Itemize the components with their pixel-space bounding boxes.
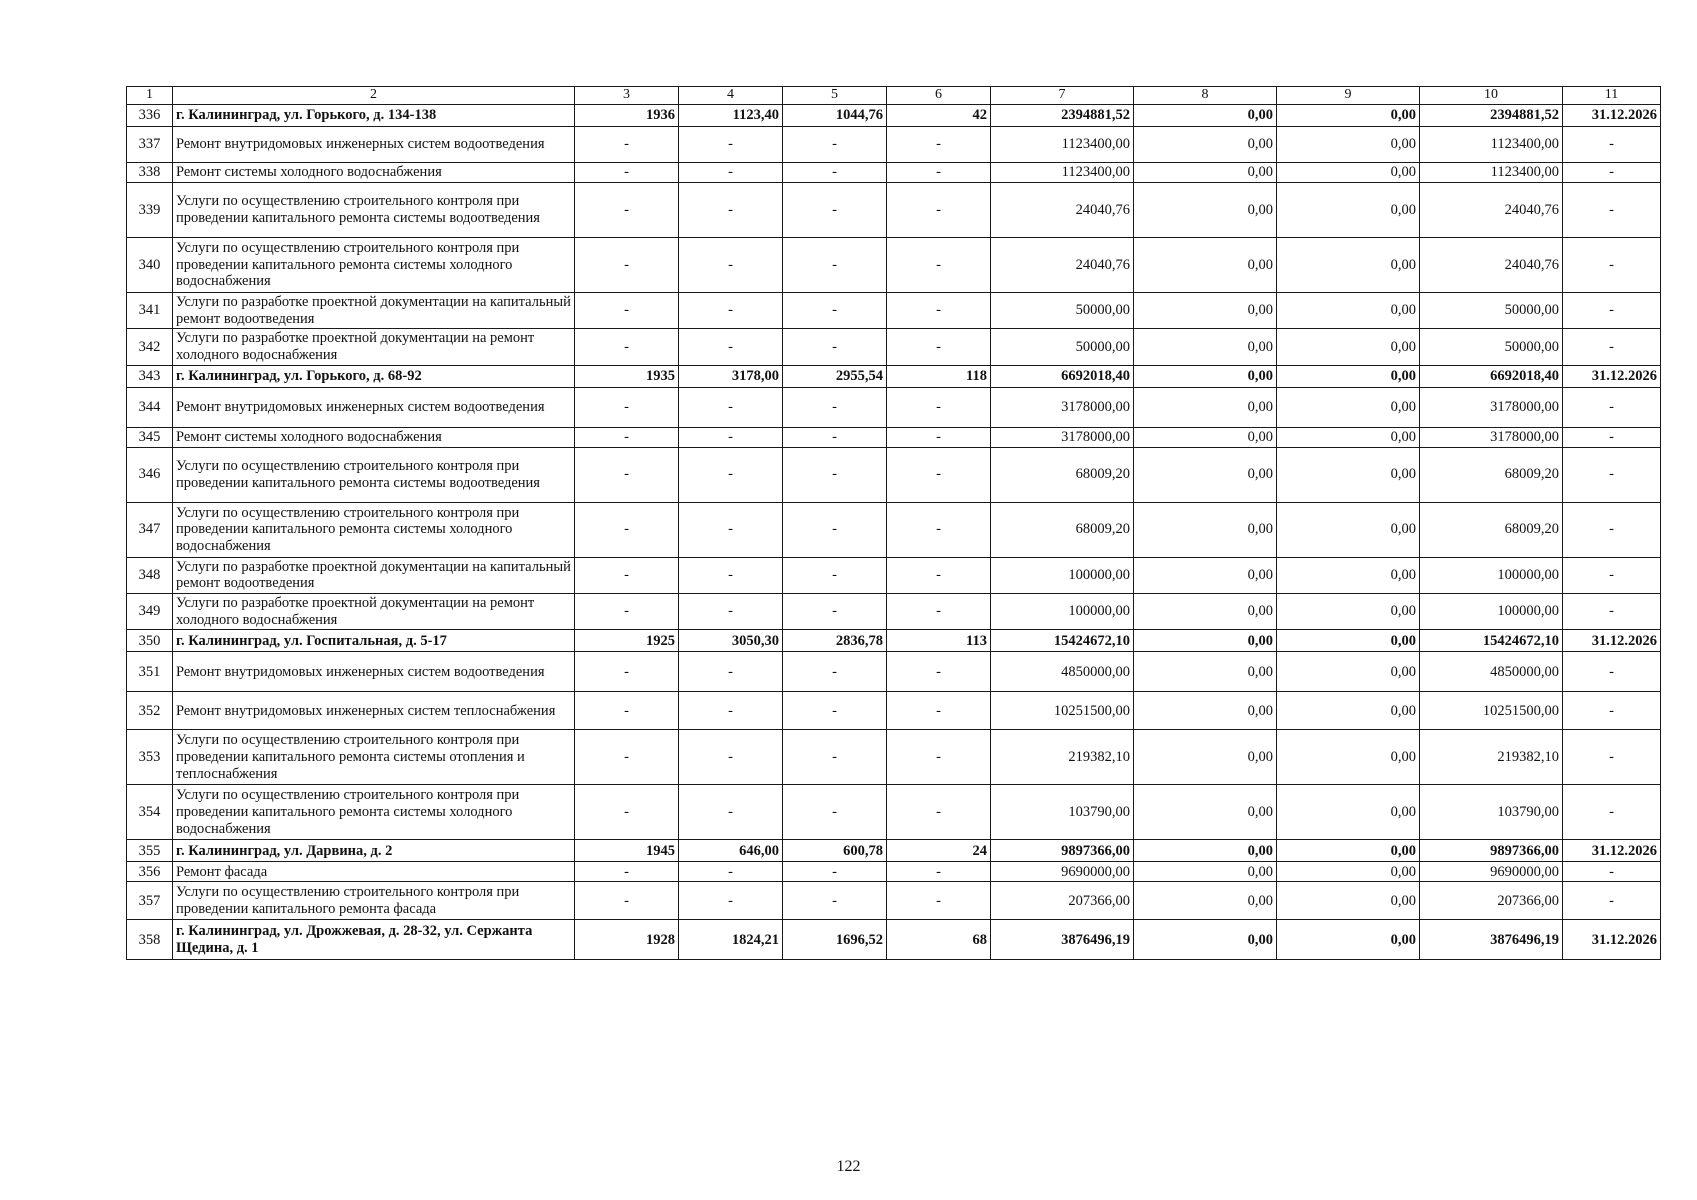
work-item-row [127,594,1661,630]
row-number: 338 [127,163,173,183]
page-number: 122 [836,1158,861,1175]
work-item-row [127,238,1661,293]
cell-area-total: - [679,238,783,293]
cell-cost-col8: 0,00 [1134,730,1277,785]
cell-area-total: 3050,30 [679,630,783,652]
cell-cost-col8: 0,00 [1134,692,1277,730]
cell-year: 1936 [575,105,679,127]
cell-area-living: - [783,238,887,293]
cell-residents: - [887,163,991,183]
column-header: 2 [173,87,575,105]
cell-cost-col8: 0,00 [1134,862,1277,882]
cell-cost-total: 219382,10 [991,730,1134,785]
row-number: 344 [127,387,173,427]
cell-cost-total: 10251500,00 [991,692,1134,730]
cell-residents: - [887,862,991,882]
cell-residents: - [887,882,991,920]
cell-cost-col9: 0,00 [1277,840,1420,862]
cell-deadline: 31.12.2026 [1563,365,1661,387]
cell-area-living: - [783,594,887,630]
cell-cost-total: 50000,00 [991,329,1134,365]
table-body [127,87,1661,960]
cell-area-living: - [783,329,887,365]
row-title: Услуги по разработке проектной документации на ремонт холодного водоснабжения [173,329,575,365]
cell-cost-col9: 0,00 [1277,502,1420,557]
cell-cost-col8: 0,00 [1134,293,1277,329]
row-number: 339 [127,183,173,238]
cell-year: - [575,652,679,692]
column-header: 7 [991,87,1134,105]
cell-cost-col9: 0,00 [1277,365,1420,387]
cell-area-living: - [783,862,887,882]
cell-cost-total: 6692018,40 [991,365,1134,387]
cell-residents: - [887,427,991,447]
cell-cost-col8: 0,00 [1134,447,1277,502]
cell-cost-col9: 0,00 [1277,293,1420,329]
row-title: Услуги по осуществлению строительного контроля при проведении капитального ремонта системы холодного водоснабжения [173,502,575,557]
cell-residents: 113 [887,630,991,652]
row-title: г. Калининград, ул. Дрожжевая, д. 28-32, ул. Сержанта Щедина, д. 1 [173,920,575,960]
cell-deadline: - [1563,652,1661,692]
cell-cost-col8: 0,00 [1134,630,1277,652]
cell-year: 1925 [575,630,679,652]
cell-year: - [575,163,679,183]
row-title: г. Калининград, ул. Дарвина, д. 2 [173,840,575,862]
row-number: 343 [127,365,173,387]
row-title: Ремонт внутридомовых инженерных систем водоотведения [173,652,575,692]
cell-cost-col9: 0,00 [1277,163,1420,183]
column-header: 9 [1277,87,1420,105]
cell-area-total: - [679,183,783,238]
cell-cost-col8: 0,00 [1134,920,1277,960]
cell-deadline: - [1563,293,1661,329]
address-row [127,630,1661,652]
cell-residents: - [887,692,991,730]
cell-area-total: - [679,594,783,630]
cell-cost-total: 3178000,00 [991,427,1134,447]
row-title: Услуги по осуществлению строительного контроля при проведении капитального ремонта системы водоотведения [173,447,575,502]
row-number: 350 [127,630,173,652]
cell-deadline: - [1563,882,1661,920]
cell-cost-col10: 3178000,00 [1420,427,1563,447]
cell-residents: 68 [887,920,991,960]
cell-cost-total: 1123400,00 [991,127,1134,163]
cell-year: - [575,785,679,840]
row-number: 341 [127,293,173,329]
row-number: 346 [127,447,173,502]
cell-area-total: - [679,127,783,163]
cell-cost-col10: 10251500,00 [1420,692,1563,730]
cell-area-total: - [679,692,783,730]
cell-deadline: 31.12.2026 [1563,105,1661,127]
row-title: г. Калининград, ул. Горького, д. 134-138 [173,105,575,127]
cell-area-total: - [679,882,783,920]
cell-area-living: - [783,387,887,427]
cell-cost-total: 9897366,00 [991,840,1134,862]
cell-residents: - [887,183,991,238]
cell-cost-total: 9690000,00 [991,862,1134,882]
cell-residents: - [887,652,991,692]
cell-cost-col8: 0,00 [1134,329,1277,365]
row-number: 336 [127,105,173,127]
cell-residents: - [887,502,991,557]
cell-area-living: - [783,730,887,785]
cell-cost-col8: 0,00 [1134,785,1277,840]
cell-year: 1935 [575,365,679,387]
work-item-row [127,730,1661,785]
cell-cost-col10: 68009,20 [1420,447,1563,502]
cell-year: - [575,557,679,593]
cell-cost-col9: 0,00 [1277,920,1420,960]
column-header: 3 [575,87,679,105]
row-number: 347 [127,502,173,557]
cell-area-living: - [783,163,887,183]
cell-area-living: - [783,557,887,593]
cell-residents: 24 [887,840,991,862]
row-title: Ремонт внутридомовых инженерных систем водоотведения [173,387,575,427]
cell-cost-total: 207366,00 [991,882,1134,920]
work-item-row [127,293,1661,329]
cell-cost-col9: 0,00 [1277,692,1420,730]
row-title: Услуги по осуществлению строительного контроля при проведении капитального ремонта системы холодного водоснабжения [173,238,575,293]
cell-area-living: 600,78 [783,840,887,862]
cell-deadline: - [1563,127,1661,163]
cell-deadline: - [1563,387,1661,427]
row-title: Услуги по осуществлению строительного контроля при проведении капитального ремонта системы отопления и теплоснабжения [173,730,575,785]
cell-year: 1928 [575,920,679,960]
address-row [127,365,1661,387]
column-header: 5 [783,87,887,105]
cell-cost-total: 103790,00 [991,785,1134,840]
row-title: г. Калининград, ул. Госпитальная, д. 5-17 [173,630,575,652]
cell-area-total: 3178,00 [679,365,783,387]
work-item-row [127,785,1661,840]
cell-area-living: - [783,785,887,840]
cell-cost-total: 24040,76 [991,238,1134,293]
cell-year: - [575,329,679,365]
cell-area-total: - [679,502,783,557]
cell-year: 1945 [575,840,679,862]
cell-cost-col8: 0,00 [1134,127,1277,163]
row-number: 355 [127,840,173,862]
cell-cost-col10: 15424672,10 [1420,630,1563,652]
cell-area-living: - [783,447,887,502]
cell-cost-col9: 0,00 [1277,427,1420,447]
column-header: 6 [887,87,991,105]
cell-deadline: - [1563,238,1661,293]
cell-cost-col8: 0,00 [1134,502,1277,557]
cell-area-total: - [679,447,783,502]
cell-deadline: - [1563,502,1661,557]
row-number: 352 [127,692,173,730]
cell-residents: - [887,785,991,840]
cell-residents: - [887,730,991,785]
column-header: 4 [679,87,783,105]
address-row [127,105,1661,127]
row-title: Услуги по разработке проектной документации на капитальный ремонт водоотведения [173,557,575,593]
row-number: 354 [127,785,173,840]
cell-area-living: - [783,882,887,920]
cell-residents: - [887,293,991,329]
row-title: Ремонт фасада [173,862,575,882]
row-title: Услуги по осуществлению строительного контроля при проведении капитального ремонта системы холодного водоснабжения [173,785,575,840]
cell-year: - [575,502,679,557]
cell-cost-col10: 100000,00 [1420,557,1563,593]
row-title: г. Калининград, ул. Горького, д. 68-92 [173,365,575,387]
cell-residents: - [887,557,991,593]
column-header: 8 [1134,87,1277,105]
cell-cost-col10: 103790,00 [1420,785,1563,840]
cell-cost-col10: 219382,10 [1420,730,1563,785]
cell-area-total: 1824,21 [679,920,783,960]
cell-area-living: - [783,692,887,730]
cell-cost-col9: 0,00 [1277,730,1420,785]
cell-deadline: - [1563,557,1661,593]
row-title: Ремонт внутридомовых инженерных систем водоотведения [173,127,575,163]
cell-cost-total: 68009,20 [991,502,1134,557]
cell-year: - [575,692,679,730]
cell-cost-col10: 4850000,00 [1420,652,1563,692]
work-item-row [127,882,1661,920]
row-number: 342 [127,329,173,365]
cell-area-total: 646,00 [679,840,783,862]
cell-area-total: - [679,329,783,365]
cell-deadline: - [1563,862,1661,882]
cell-deadline: 31.12.2026 [1563,630,1661,652]
cell-cost-col8: 0,00 [1134,238,1277,293]
cell-cost-col10: 1123400,00 [1420,163,1563,183]
cell-cost-col10: 9690000,00 [1420,862,1563,882]
cell-residents: - [887,329,991,365]
cell-cost-col9: 0,00 [1277,862,1420,882]
cell-deadline: 31.12.2026 [1563,920,1661,960]
cell-cost-total: 1123400,00 [991,163,1134,183]
column-number-header-row [127,87,1661,105]
cell-area-living: 1044,76 [783,105,887,127]
work-item-row [127,427,1661,447]
cell-cost-col9: 0,00 [1277,238,1420,293]
cell-cost-col8: 0,00 [1134,163,1277,183]
work-item-row [127,862,1661,882]
cell-deadline: - [1563,329,1661,365]
cell-residents: - [887,594,991,630]
cell-year: - [575,447,679,502]
work-item-row [127,447,1661,502]
cell-area-living: - [783,502,887,557]
row-number: 353 [127,730,173,785]
cell-cost-col10: 24040,76 [1420,183,1563,238]
row-number: 349 [127,594,173,630]
cell-year: - [575,238,679,293]
cell-deadline: - [1563,447,1661,502]
row-number: 345 [127,427,173,447]
cell-area-total: - [679,557,783,593]
row-number: 340 [127,238,173,293]
address-row [127,920,1661,960]
cell-area-total: - [679,293,783,329]
row-title: Услуги по осуществлению строительного контроля при проведении капитального ремонта системы водоотведения [173,183,575,238]
cell-cost-col10: 24040,76 [1420,238,1563,293]
cell-area-living: - [783,652,887,692]
cell-area-living: 2955,54 [783,365,887,387]
work-item-row [127,183,1661,238]
cell-cost-col9: 0,00 [1277,387,1420,427]
cell-cost-col10: 50000,00 [1420,293,1563,329]
work-item-row [127,502,1661,557]
cell-cost-col10: 207366,00 [1420,882,1563,920]
row-number: 351 [127,652,173,692]
work-item-row [127,652,1661,692]
cell-area-total: - [679,785,783,840]
cell-area-total: - [679,163,783,183]
cell-area-total: - [679,387,783,427]
row-title: Услуги по осуществлению строительного контроля при проведении капитального ремонта фасада [173,882,575,920]
cell-cost-col9: 0,00 [1277,105,1420,127]
cell-cost-col8: 0,00 [1134,183,1277,238]
cell-year: - [575,293,679,329]
cell-cost-col10: 2394881,52 [1420,105,1563,127]
row-title: Услуги по разработке проектной документации на ремонт холодного водоснабжения [173,594,575,630]
cell-cost-col10: 100000,00 [1420,594,1563,630]
cell-deadline: - [1563,785,1661,840]
work-item-row [127,163,1661,183]
cell-deadline: - [1563,427,1661,447]
cell-area-living: 1696,52 [783,920,887,960]
cell-cost-col8: 0,00 [1134,652,1277,692]
cell-year: - [575,862,679,882]
cell-residents: - [887,127,991,163]
cell-cost-total: 24040,76 [991,183,1134,238]
cell-cost-col10: 3178000,00 [1420,387,1563,427]
cell-cost-col10: 6692018,40 [1420,365,1563,387]
cell-residents: - [887,387,991,427]
cell-cost-col9: 0,00 [1277,785,1420,840]
cell-cost-col8: 0,00 [1134,365,1277,387]
cell-cost-total: 3178000,00 [991,387,1134,427]
cell-cost-total: 15424672,10 [991,630,1134,652]
cell-residents: 118 [887,365,991,387]
row-title: Ремонт внутридомовых инженерных систем теплоснабжения [173,692,575,730]
work-item-row [127,329,1661,365]
cell-deadline: 31.12.2026 [1563,840,1661,862]
row-title: Ремонт системы холодного водоснабжения [173,163,575,183]
row-number: 357 [127,882,173,920]
cell-cost-col9: 0,00 [1277,882,1420,920]
row-title: Услуги по разработке проектной документации на капитальный ремонт водоотведения [173,293,575,329]
cell-cost-col9: 0,00 [1277,630,1420,652]
row-number: 356 [127,862,173,882]
cell-area-total: - [679,652,783,692]
work-item-row [127,387,1661,427]
cell-year: - [575,127,679,163]
cell-cost-col10: 68009,20 [1420,502,1563,557]
cell-cost-col9: 0,00 [1277,127,1420,163]
cell-cost-total: 50000,00 [991,293,1134,329]
cell-cost-col9: 0,00 [1277,557,1420,593]
cell-cost-total: 100000,00 [991,557,1134,593]
work-item-row [127,557,1661,593]
cell-cost-col8: 0,00 [1134,840,1277,862]
column-header: 11 [1563,87,1661,105]
cell-residents: 42 [887,105,991,127]
cell-cost-col9: 0,00 [1277,652,1420,692]
cell-residents: - [887,447,991,502]
column-header: 10 [1420,87,1563,105]
cell-deadline: - [1563,730,1661,785]
cell-cost-total: 3876496,19 [991,920,1134,960]
cell-year: - [575,730,679,785]
cell-cost-col9: 0,00 [1277,594,1420,630]
cell-year: - [575,882,679,920]
cell-area-living: - [783,127,887,163]
cell-area-total: 1123,40 [679,105,783,127]
row-number: 348 [127,557,173,593]
cell-year: - [575,594,679,630]
cell-area-living: 2836,78 [783,630,887,652]
cell-area-living: - [783,427,887,447]
row-number: 337 [127,127,173,163]
cell-cost-col9: 0,00 [1277,329,1420,365]
cell-year: - [575,427,679,447]
address-row [127,840,1661,862]
cell-cost-col10: 9897366,00 [1420,840,1563,862]
cell-cost-col8: 0,00 [1134,594,1277,630]
work-item-row [127,127,1661,163]
cell-cost-col8: 0,00 [1134,882,1277,920]
cell-area-total: - [679,862,783,882]
cell-cost-col9: 0,00 [1277,447,1420,502]
cell-area-living: - [783,293,887,329]
row-title: Ремонт системы холодного водоснабжения [173,427,575,447]
cell-cost-col8: 0,00 [1134,105,1277,127]
work-item-row [127,692,1661,730]
cell-deadline: - [1563,594,1661,630]
cell-cost-total: 4850000,00 [991,652,1134,692]
cell-area-total: - [679,730,783,785]
cell-residents: - [887,238,991,293]
cell-year: - [575,183,679,238]
cell-deadline: - [1563,183,1661,238]
row-number: 358 [127,920,173,960]
cell-cost-col10: 1123400,00 [1420,127,1563,163]
cell-cost-col10: 3876496,19 [1420,920,1563,960]
cell-cost-col9: 0,00 [1277,183,1420,238]
cell-cost-col8: 0,00 [1134,557,1277,593]
cell-deadline: - [1563,163,1661,183]
cell-cost-col10: 50000,00 [1420,329,1563,365]
cell-cost-total: 2394881,52 [991,105,1134,127]
cell-area-living: - [783,183,887,238]
cell-year: - [575,387,679,427]
column-header: 1 [127,87,173,105]
repair-program-table [126,86,1661,960]
cell-cost-total: 100000,00 [991,594,1134,630]
cell-cost-total: 68009,20 [991,447,1134,502]
cell-deadline: - [1563,692,1661,730]
cell-cost-col8: 0,00 [1134,427,1277,447]
cell-area-total: - [679,427,783,447]
cell-cost-col8: 0,00 [1134,387,1277,427]
